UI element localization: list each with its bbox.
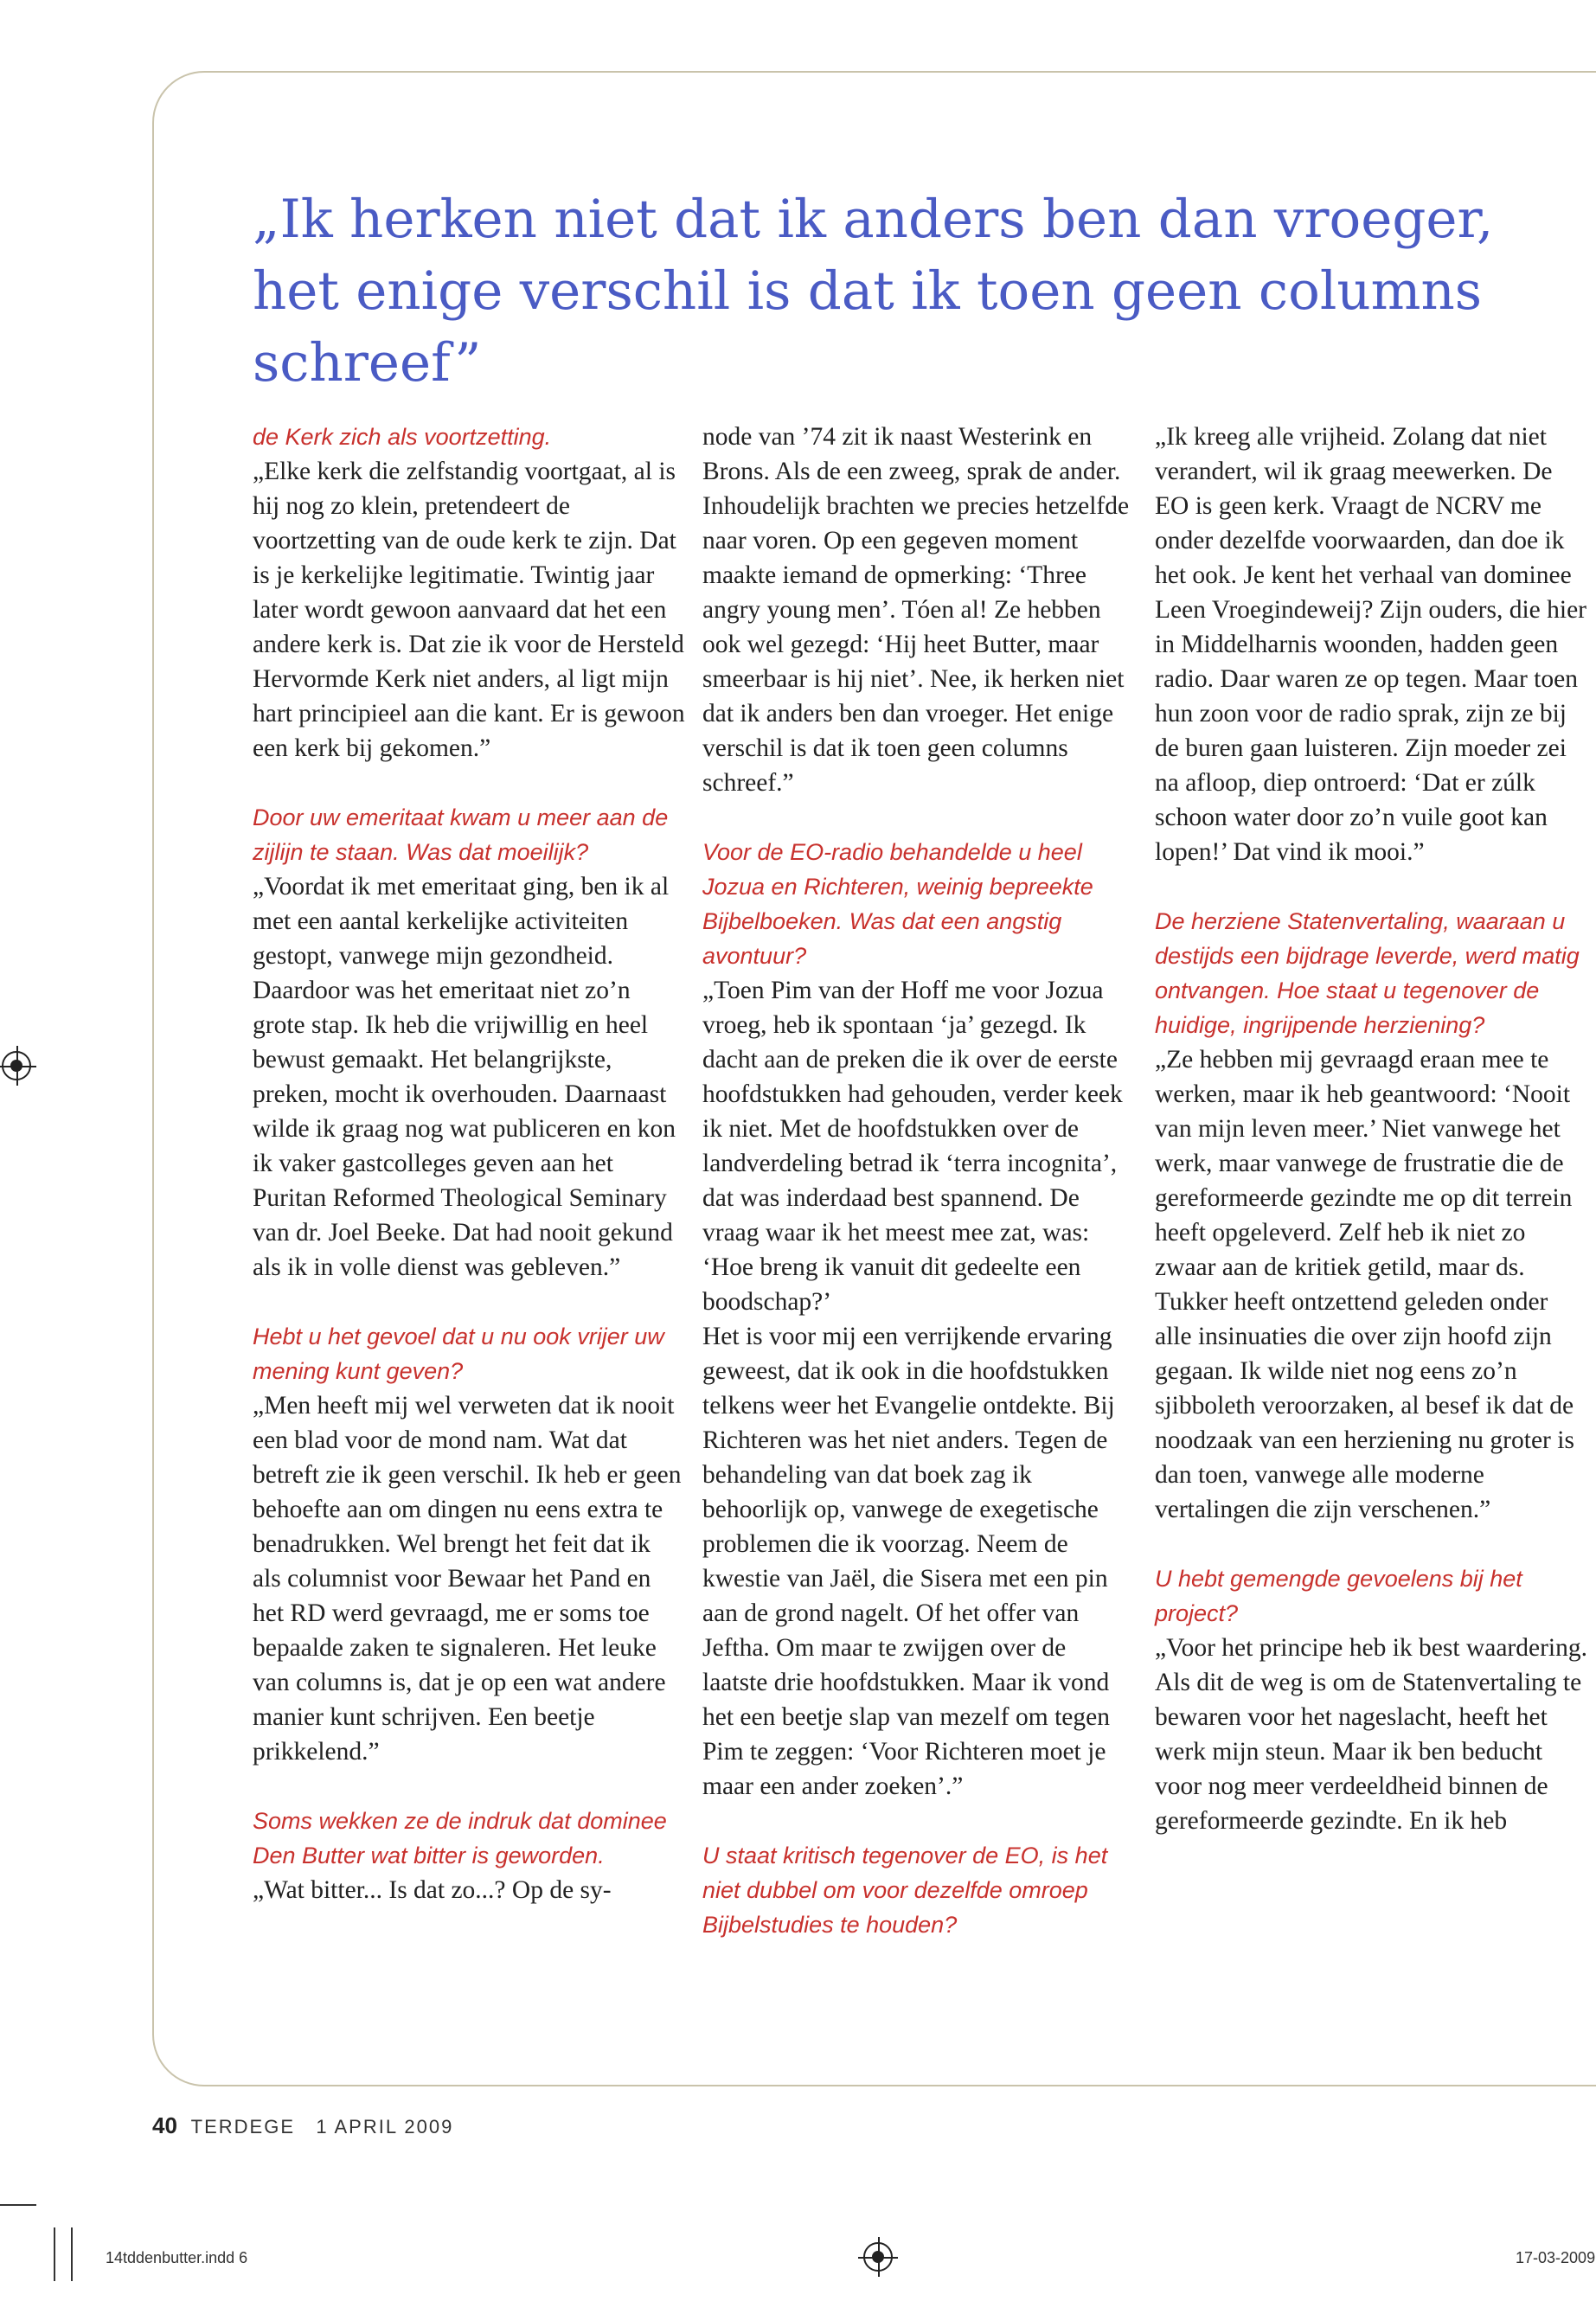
interview-question: U hebt gemengde gevoelens bij het project? bbox=[1155, 1566, 1522, 1626]
interview-question: Soms wekken ze de indruk dat dominee Den Butter wat bitter is geworden. bbox=[253, 1808, 667, 1868]
article-column-1 bbox=[253, 420, 685, 1907]
registration-mark-icon bbox=[863, 2242, 893, 2272]
registration-mark-icon bbox=[2, 1051, 31, 1080]
paragraph-gap bbox=[253, 766, 685, 800]
interview-answer: „Ze hebben mij gevraagd eraan mee te werken, maar ik heb geantwoord: ‘Nooit van mijn leven meer.’ Niet vanwege het werk, maar vanwege de frustratie die de gereformeerde gezindte me op dit terrein heeft opgeleverd. Zelf heb ik niet zo zwaar aan de kritiek getild, maar ds. Tukker heeft ontzettend geleden onder alle insinuaties die over zijn hoofd zijn gegaan. Ik wilde niet nog eens zo’n sjibboleth veroorzaken, al besef ik dat de noodzaak van een herziening nu groter is dan toen, vanwege alle moderne vertalingen die zijn verschenen.” bbox=[1155, 1046, 1574, 1523]
interview-answer: „Voordat ik met emeritaat ging, ben ik al met een aantal kerkelijke activiteiten gestopt, vanwege mijn gezondheid. Daardoor was het emeritaat niet zo’n grote stap. Ik heb die vrijwillig en heel bewust gemaakt. Het belangrijkste, preken, mocht ik overhouden. Daarnaast wilde ik graag nog wat publiceren en kon ik vaker gastcolleges geven aan het Puritan Reformed Theological Seminary van dr. Joel Beeke. Dat had nooit gekund als ik in volle dienst was gebleven.” bbox=[253, 873, 676, 1281]
crop-mark bbox=[71, 2227, 73, 2281]
interview-question: Hebt u het gevoel dat u nu ook vrijer uw mening kunt geven? bbox=[253, 1324, 664, 1384]
article-column-2 bbox=[702, 420, 1135, 1942]
paragraph-gap bbox=[1155, 869, 1587, 904]
magazine-name: TERDEGE bbox=[190, 2116, 295, 2138]
interview-question: Voor de EO-radio behandelde u heel Jozua en Richteren, weinig bepreekte Bijbelboeken. Was dat een angstig avontuur? bbox=[702, 839, 1093, 969]
interview-answer: „Wat bitter... Is dat zo...? Op de sy- bbox=[253, 1876, 612, 1904]
interview-question: Door uw emeritaat kwam u meer aan de zijlijn te staan. Was dat moeilijk? bbox=[253, 804, 669, 865]
page-footer bbox=[152, 2112, 453, 2139]
interview-answer: node van ’74 zit ik naast Westerink en Brons. Als de een zweeg, sprak de ander. Inhoudelijk brachten we precies hetzelfde naar voren. Op een gegeven moment maakte iemand de opmerking: ‘Three angry young men’. Tóen al! Ze hebben ook wel gezegd: ‘Hij heet Butter, maar smeerbaar is hij niet’. Nee, ik herken niet dat ik anders ben dan vroeger. Het enige verschil is dat ik toen geen columns schreef.” bbox=[702, 423, 1130, 797]
article-column-3 bbox=[1155, 420, 1587, 1838]
slug-date: 17-03-2009 bbox=[1516, 2249, 1596, 2266]
paragraph-gap bbox=[702, 1804, 1135, 1838]
page-number: 40 bbox=[152, 2112, 177, 2138]
issue-date: 1 APRIL 2009 bbox=[316, 2116, 454, 2138]
paragraph-gap bbox=[1155, 1527, 1587, 1561]
interview-answer: „Voor het principe heb ik best waardering. Als dit de weg is om de Statenvertaling te bewaren voor het nageslacht, heeft het werk mijn steun. Maar ik ben beducht voor nog meer verdeeldheid binnen de gereformeerde gezindte. En ik heb bbox=[1155, 1634, 1587, 1835]
interview-question: de Kerk zich als voortzetting. bbox=[253, 424, 552, 450]
interview-question: De herziene Statenvertaling, waaraan u destijds een bijdrage leverde, werd matig ontvangen. Hoe staat u tegenover de huidige, ingrijpende herziening? bbox=[1155, 908, 1580, 1038]
paragraph-gap bbox=[702, 800, 1135, 835]
interview-answer: „Elke kerk die zelfstandig voortgaat, al is hij nog zo klein, pretendeert de voortzetting van de oude kerk te zijn. Dat is je kerkelijke legitimatie. Twintig jaar later wordt gewoon aanvaard dat het een andere kerk is. Dat zie ik voor de Hersteld Hervormde Kerk niet anders, al ligt mijn hart principieel aan die kant. Er is gewoon een kerk bij gekomen.” bbox=[253, 458, 685, 762]
pull-quote-headline: „Ik herken niet dat ik anders ben dan vroeger, het enige verschil is dat ik toen geen columns schreef” bbox=[253, 189, 1494, 394]
crop-mark bbox=[54, 2227, 55, 2281]
paragraph-gap bbox=[253, 1769, 685, 1804]
slug-filename: 14tddenbutter.indd 6 bbox=[106, 2249, 248, 2266]
paragraph-gap bbox=[253, 1285, 685, 1319]
interview-answer: „Ik kreeg alle vrijheid. Zolang dat niet verandert, wil ik graag meewerken. De EO is geen kerk. Vraagt de NCRV me onder dezelfde voorwaarden, dan doe ik het ook. Je kent het verhaal van dominee Leen Vroegindeweij? Zijn ouders, die hier in Middelharnis woonden, hadden geen radio. Daar waren ze op tegen. Maar toen hun zoon voor de radio sprak, zijn ze bij de buren gaan luisteren. Zijn moeder zei na afloop, diep ontroerd: ‘Dat er zúlk schoon water door zo’n vuile goot kan lopen!’ Dat vind ik mooi.” bbox=[1155, 423, 1587, 866]
interview-answer: Het is voor mij een verrijkende ervaring geweest, dat ik ook in die hoofdstukken telkens weer het Evangelie ontdekte. Bij Richteren was het niet anders. Tegen de behandeling van dat boek zag ik behoorlijk op, vanwege de exegetische problemen die ik voorzag. Neem de kwestie van Jaël, die Sisera met een pin aan de grond nagelt. Of het offer van Jeftha. Om maar te zwijgen over de laatste drie hoofdstukken. Maar ik vond het een beetje slap van mezelf om tegen Pim te zeggen: ‘Voor Richteren moet je maar een ander zoeken’.” bbox=[702, 1323, 1115, 1800]
crop-mark bbox=[0, 2204, 36, 2206]
interview-answer: „Men heeft mij wel verweten dat ik nooit een blad voor de mond nam. Wat dat betreft zie ik geen verschil. Ik heb er geen behoefte aan om dingen nu eens extra te benadrukken. Wel brengt het feit dat ik als columnist voor Bewaar het Pand en het RD werd gevraagd, me er soms toe bepaalde zaken te signaleren. Het leuke van columns is, dat je op een wat andere manier kunt schrijven. Een beetje prikkelend.” bbox=[253, 1392, 682, 1766]
interview-question: U staat kritisch tegenover de EO, is het niet dubbel om voor dezelfde omroep Bijbelstudies te houden? bbox=[702, 1843, 1108, 1938]
interview-answer: „Toen Pim van der Hoff me voor Jozua vroeg, heb ik spontaan ‘ja’ gezegd. Ik dacht aan de preken die ik over de eerste hoofdstukken had gehouden, verder keek ik niet. Met de hoofdstukken over de landverdeling betrad ik ‘terra incognita’, dat was inderdaad best spannend. De vraag waar ik het meest mee zat, was: ‘Hoe breng ik vanuit dit gedeelte een boodschap?’ bbox=[702, 977, 1123, 1316]
